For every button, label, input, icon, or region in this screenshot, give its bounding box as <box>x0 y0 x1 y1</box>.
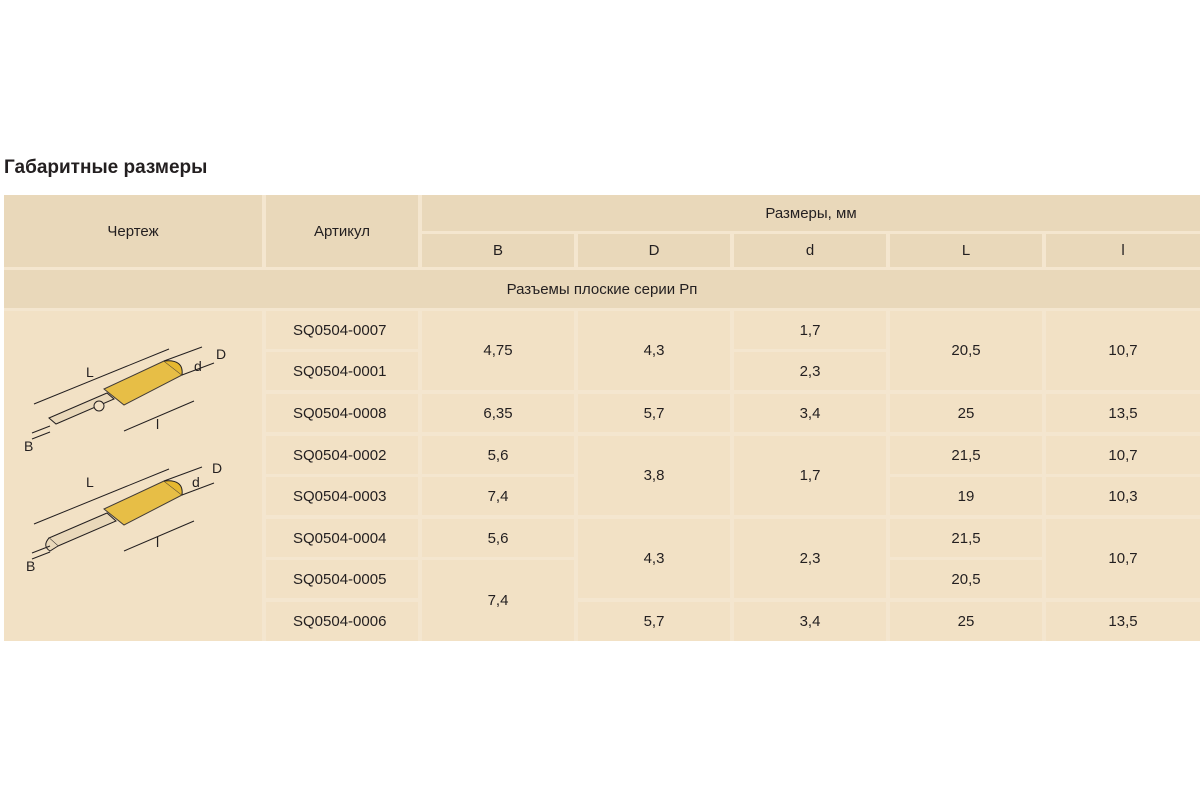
value-L: 21,5 <box>890 436 1042 474</box>
value-l: 10,7 <box>1046 519 1200 598</box>
value-d: 1,7 <box>734 436 886 515</box>
drawing-label-l2: l <box>156 534 160 550</box>
header-sizes: Размеры, мм <box>422 195 1200 231</box>
value-B: 5,6 <box>422 519 574 557</box>
row-article: SQ0504-0005 <box>266 560 418 598</box>
value-D: 4,3 <box>578 519 730 598</box>
header-col-d: d <box>734 234 886 267</box>
row-article: SQ0504-0007 <box>266 311 418 349</box>
value-L: 21,5 <box>890 519 1042 557</box>
value-l: 10,7 <box>1046 311 1200 390</box>
value-D: 4,3 <box>578 311 730 390</box>
row-article: SQ0504-0008 <box>266 394 418 432</box>
value-B: 7,4 <box>422 560 574 641</box>
value-d: 1,7 <box>734 311 886 349</box>
value-d: 2,3 <box>734 519 886 598</box>
value-L: 19 <box>890 477 1042 515</box>
value-d: 2,3 <box>734 352 886 390</box>
drawing-label-d1: d <box>194 358 202 374</box>
drawing-label-D1: D <box>216 346 227 362</box>
dimensions-table <box>4 195 1200 641</box>
value-D: 5,7 <box>578 394 730 432</box>
row-article: SQ0504-0003 <box>266 477 418 515</box>
drawing-cell <box>4 311 262 641</box>
section-title: Разъемы плоские серии Рп <box>4 270 1200 308</box>
header-article: Артикул <box>266 195 418 267</box>
header-col-l: l <box>1046 234 1200 267</box>
page-title: Габаритные размеры <box>4 157 208 178</box>
drawing-label-d2: d <box>192 474 200 490</box>
value-B: 7,4 <box>422 477 574 515</box>
value-d: 3,4 <box>734 394 886 432</box>
terminal-drawing <box>4 311 262 641</box>
row-article: SQ0504-0004 <box>266 519 418 557</box>
drawing-label-D2: D <box>212 460 223 476</box>
value-L: 20,5 <box>890 311 1042 390</box>
value-D: 3,8 <box>578 436 730 515</box>
value-D: 5,7 <box>578 602 730 641</box>
header-col-D: D <box>578 234 730 267</box>
row-article: SQ0504-0002 <box>266 436 418 474</box>
row-article: SQ0504-0006 <box>266 602 418 641</box>
header-col-L: L <box>890 234 1042 267</box>
drawing-label-L2: L <box>86 474 94 490</box>
row-article: SQ0504-0001 <box>266 352 418 390</box>
drawing-label-B2: B <box>26 558 36 574</box>
value-L: 20,5 <box>890 560 1042 598</box>
value-l: 10,3 <box>1046 477 1200 515</box>
header-drawing: Чертеж <box>4 195 262 267</box>
value-B: 5,6 <box>422 436 574 474</box>
value-B: 6,35 <box>422 394 574 432</box>
value-L: 25 <box>890 602 1042 641</box>
value-L: 25 <box>890 394 1042 432</box>
value-d: 3,4 <box>734 602 886 641</box>
value-l: 13,5 <box>1046 394 1200 432</box>
drawing-label-L1: L <box>86 364 94 380</box>
drawing-label-l1: l <box>156 416 160 432</box>
value-B: 4,75 <box>422 311 574 390</box>
drawing-label-B1: B <box>24 438 34 454</box>
header-col-B: B <box>422 234 574 267</box>
value-l: 13,5 <box>1046 602 1200 641</box>
value-l: 10,7 <box>1046 436 1200 474</box>
